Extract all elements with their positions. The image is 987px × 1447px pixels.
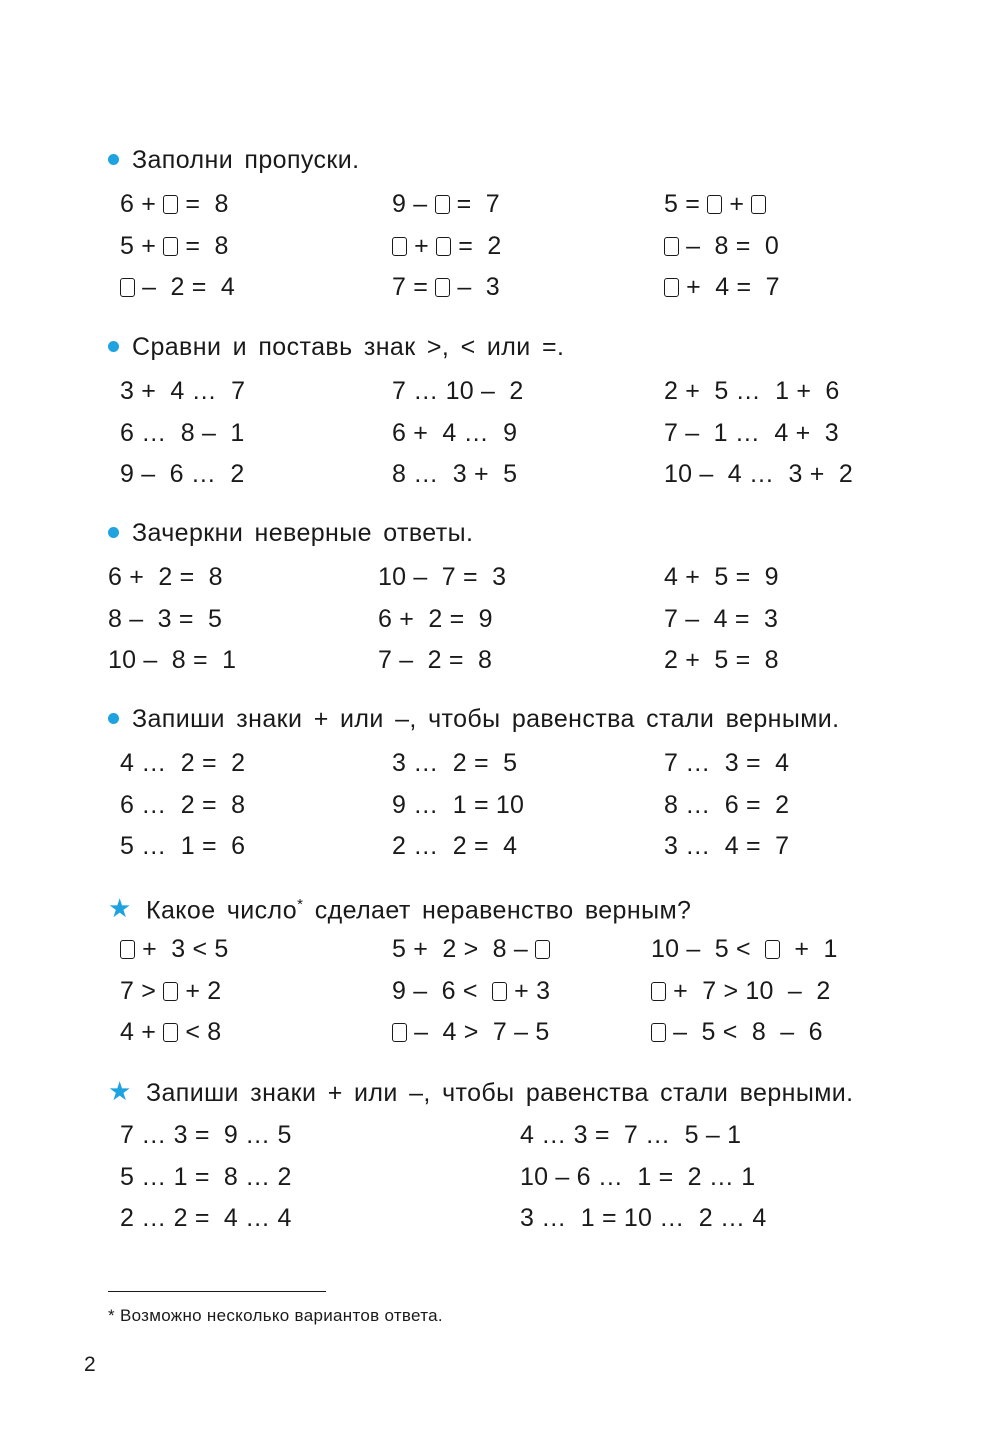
expression-text: = 7 xyxy=(449,190,500,218)
expression-right xyxy=(651,929,838,969)
exercise-row xyxy=(0,826,987,866)
expression-text: 5 … 1 = 8 … 2 xyxy=(120,1162,292,1191)
expression-middle xyxy=(392,1012,550,1052)
page-number: 2 xyxy=(84,1353,96,1376)
expression-text: 9 – 6 … 2 xyxy=(120,460,245,488)
expression-left xyxy=(120,184,229,224)
expression-left xyxy=(108,557,223,597)
expression-text: 4 … 2 = 2 xyxy=(120,749,246,777)
expression-right xyxy=(651,971,830,1011)
expression-right xyxy=(664,599,778,639)
exercise-row xyxy=(0,640,987,680)
expression-text: + 1 xyxy=(780,935,838,963)
expression-left xyxy=(120,1012,221,1052)
expression-middle xyxy=(520,1157,755,1197)
expression-text: 8 … 6 = 2 xyxy=(664,790,790,819)
answer-box[interactable] xyxy=(392,237,407,256)
star-bullet-icon: ★ xyxy=(108,1076,132,1106)
expression-text: 7 … 3 = 9 … 5 xyxy=(120,1121,292,1149)
exercise-row xyxy=(0,226,987,266)
expression-text: 7 … 10 – 2 xyxy=(392,377,524,405)
expression-left xyxy=(120,743,245,783)
exercise-row xyxy=(0,1012,987,1052)
expression-text: + 3 < 5 xyxy=(135,935,229,963)
expression-text: 6 … 2 = 8 xyxy=(120,790,246,819)
expression-right xyxy=(664,184,766,224)
expression-left xyxy=(120,785,245,825)
expression-text: 2 + 5 = 8 xyxy=(664,646,779,674)
expression-right xyxy=(664,454,853,494)
expression-left xyxy=(120,267,235,307)
expression-text: 8 … 3 + 5 xyxy=(392,460,518,488)
expression-right xyxy=(664,557,779,597)
expression-text: – 5 < 8 – 6 xyxy=(666,1018,823,1046)
expression-text: 3 … 2 = 5 xyxy=(392,749,518,777)
expression-text: 7 – 4 = 3 xyxy=(664,604,779,633)
expression-left xyxy=(120,826,245,866)
exercise-row xyxy=(0,1157,987,1197)
expression-left xyxy=(120,1198,292,1238)
expression-text: + 3 xyxy=(507,976,551,1005)
expression-text: 3 … 1 = 10 … 2 … 4 xyxy=(520,1204,767,1232)
expression-text: 5 … 1 = 6 xyxy=(120,832,246,860)
exercise-instruction xyxy=(108,513,473,553)
expression-text: + 2 xyxy=(178,976,222,1005)
expression-middle xyxy=(392,971,550,1011)
expression-text: 7 … 3 = 4 xyxy=(664,749,790,777)
expression-left xyxy=(120,1157,292,1197)
expression-left xyxy=(120,371,245,411)
bullet-dot-icon xyxy=(108,327,132,367)
expression-right xyxy=(664,826,789,866)
expression-left xyxy=(120,929,229,969)
answer-box[interactable] xyxy=(163,237,178,256)
exercise-row xyxy=(0,413,987,453)
exercise-row xyxy=(0,557,987,597)
footnote-divider xyxy=(108,1291,326,1292)
answer-box[interactable] xyxy=(435,195,450,214)
expression-right xyxy=(664,226,779,266)
exercise-row xyxy=(0,971,987,1011)
expression-text: 6 … 8 – 1 xyxy=(120,418,245,447)
expression-text: – 4 > 7 – 5 xyxy=(407,1018,550,1046)
instruction-text: Какое число xyxy=(146,896,298,925)
expression-left xyxy=(108,599,222,639)
expression-text: 6 + xyxy=(120,190,164,218)
answer-box[interactable] xyxy=(435,278,450,297)
exercise-row xyxy=(0,1198,987,1238)
answer-box[interactable] xyxy=(120,940,135,959)
exercise-instruction xyxy=(108,327,564,367)
answer-box[interactable] xyxy=(535,940,550,959)
bullet-dot-icon xyxy=(108,140,132,180)
instruction-text: Запиши знаки + или –, чтобы равенства стали верными. xyxy=(146,1079,854,1107)
expression-text: = 8 xyxy=(178,231,229,260)
answer-box[interactable] xyxy=(436,237,451,256)
exercise-instruction xyxy=(108,1071,854,1111)
expression-left xyxy=(120,226,229,266)
exercise-row xyxy=(0,929,987,969)
expression-text: 2 … 2 = 4 xyxy=(392,832,518,860)
expression-middle xyxy=(520,1198,766,1238)
answer-box[interactable] xyxy=(120,278,135,297)
expression-text: 7 – 2 = 8 xyxy=(378,646,493,674)
expression-text: 2 + 5 … 1 + 6 xyxy=(664,377,840,405)
expression-left xyxy=(120,971,221,1011)
expression-text: 6 + 4 … 9 xyxy=(392,418,518,447)
expression-middle xyxy=(392,785,524,825)
exercise-row xyxy=(0,785,987,825)
answer-box[interactable] xyxy=(163,982,178,1001)
exercise-row xyxy=(0,184,987,224)
expression-text: – 8 = 0 xyxy=(679,231,779,260)
expression-text: 5 = xyxy=(664,190,708,218)
answer-box[interactable] xyxy=(163,1023,178,1042)
expression-right xyxy=(664,743,789,783)
exercise-instruction xyxy=(108,699,840,739)
exercise-row xyxy=(0,599,987,639)
expression-right xyxy=(664,785,789,825)
expression-text: 10 – 7 = 3 xyxy=(378,563,507,591)
answer-box[interactable] xyxy=(651,982,666,1001)
expression-text: 2 … 2 = 4 … 4 xyxy=(120,1204,292,1232)
expression-middle xyxy=(392,226,501,266)
expression-text: = 2 xyxy=(451,231,502,260)
answer-box[interactable] xyxy=(765,940,780,959)
expression-text: 4 … 3 = 7 … 5 – 1 xyxy=(520,1121,742,1149)
exercise-row xyxy=(0,1115,987,1155)
expression-text: 7 > xyxy=(120,976,164,1005)
answer-box[interactable] xyxy=(664,278,679,297)
expression-middle xyxy=(378,599,493,639)
expression-text: < 8 xyxy=(178,1018,222,1046)
expression-text: 6 + 2 = 9 xyxy=(378,604,493,633)
expression-text: 4 + xyxy=(120,1018,164,1046)
exercise-instruction xyxy=(108,140,359,180)
exercise-row xyxy=(0,267,987,307)
expression-right xyxy=(664,371,840,411)
answer-box[interactable] xyxy=(651,1023,666,1042)
instruction-text: Запиши знаки + или –, чтобы равенства стали верными. xyxy=(132,705,840,733)
expression-left xyxy=(120,454,245,494)
answer-box[interactable] xyxy=(163,195,178,214)
instruction-text: Заполни пропуски. xyxy=(132,146,360,174)
expression-middle xyxy=(392,371,523,411)
exercise-row xyxy=(0,743,987,783)
expression-text: 9 – xyxy=(392,190,435,218)
expression-text: 5 + 2 > 8 – xyxy=(392,935,536,963)
expression-text: + xyxy=(407,231,437,260)
expression-right xyxy=(664,267,780,307)
expression-text: – 2 = 4 xyxy=(135,273,235,301)
expression-text: = 8 xyxy=(178,190,229,218)
expression-right xyxy=(651,1012,823,1052)
exercise-instruction xyxy=(108,885,691,925)
expression-text: 7 – 1 … 4 + 3 xyxy=(664,418,839,447)
expression-middle xyxy=(392,826,517,866)
expression-left xyxy=(120,413,245,453)
expression-right xyxy=(664,413,839,453)
instruction-text: Сравни и поставь знак >, < или =. xyxy=(132,333,565,361)
bullet-dot-icon xyxy=(108,513,132,553)
answer-box[interactable] xyxy=(751,195,766,214)
expression-text: 10 – 5 < xyxy=(651,935,766,963)
expression-text: 3 + 4 … 7 xyxy=(120,377,246,405)
answer-box[interactable] xyxy=(392,1023,407,1042)
expression-text: 9 … 1 = 10 xyxy=(392,790,525,819)
expression-left xyxy=(108,640,236,680)
footnote: * Возможно несколько вариантов ответа. xyxy=(108,1306,443,1325)
star-bullet-icon: ★ xyxy=(108,893,132,924)
expression-text: 5 + xyxy=(120,231,164,260)
expression-middle xyxy=(392,413,517,453)
expression-middle xyxy=(520,1115,741,1155)
expression-text: 10 – 8 = 1 xyxy=(108,646,237,674)
exercise-row xyxy=(0,371,987,411)
expression-text: + 7 > 10 – 2 xyxy=(666,976,831,1005)
exercise-row xyxy=(0,454,987,494)
answer-box[interactable] xyxy=(707,195,722,214)
expression-text: 9 – 6 < xyxy=(392,976,492,1005)
expression-left xyxy=(120,1115,292,1155)
expression-middle xyxy=(392,184,500,224)
expression-text: + 4 = 7 xyxy=(679,273,780,301)
answer-box[interactable] xyxy=(664,237,679,256)
expression-text: 10 – 6 … 1 = 2 … 1 xyxy=(520,1162,756,1191)
expression-text: 10 – 4 … 3 + 2 xyxy=(664,460,853,488)
expression-middle xyxy=(392,929,550,969)
expression-middle xyxy=(392,743,517,783)
expression-text: 6 + 2 = 8 xyxy=(108,563,223,591)
expression-text: 7 = xyxy=(392,273,436,301)
expression-middle xyxy=(378,557,506,597)
footnote-marker: * xyxy=(297,896,304,913)
expression-text: + xyxy=(722,190,752,218)
bullet-dot-icon xyxy=(108,699,132,739)
expression-text: 4 + 5 = 9 xyxy=(664,563,779,591)
answer-box[interactable] xyxy=(492,982,507,1001)
expression-middle xyxy=(392,454,517,494)
expression-text: 8 – 3 = 5 xyxy=(108,604,223,633)
expression-middle xyxy=(392,267,500,307)
expression-right xyxy=(664,640,779,680)
instruction-text: Зачеркни неверные ответы. xyxy=(132,519,474,547)
instruction-text-rest: сделает неравенство верным? xyxy=(303,896,692,925)
expression-text: – 3 xyxy=(450,273,500,301)
expression-middle xyxy=(378,640,492,680)
expression-text: 3 … 4 = 7 xyxy=(664,832,790,860)
